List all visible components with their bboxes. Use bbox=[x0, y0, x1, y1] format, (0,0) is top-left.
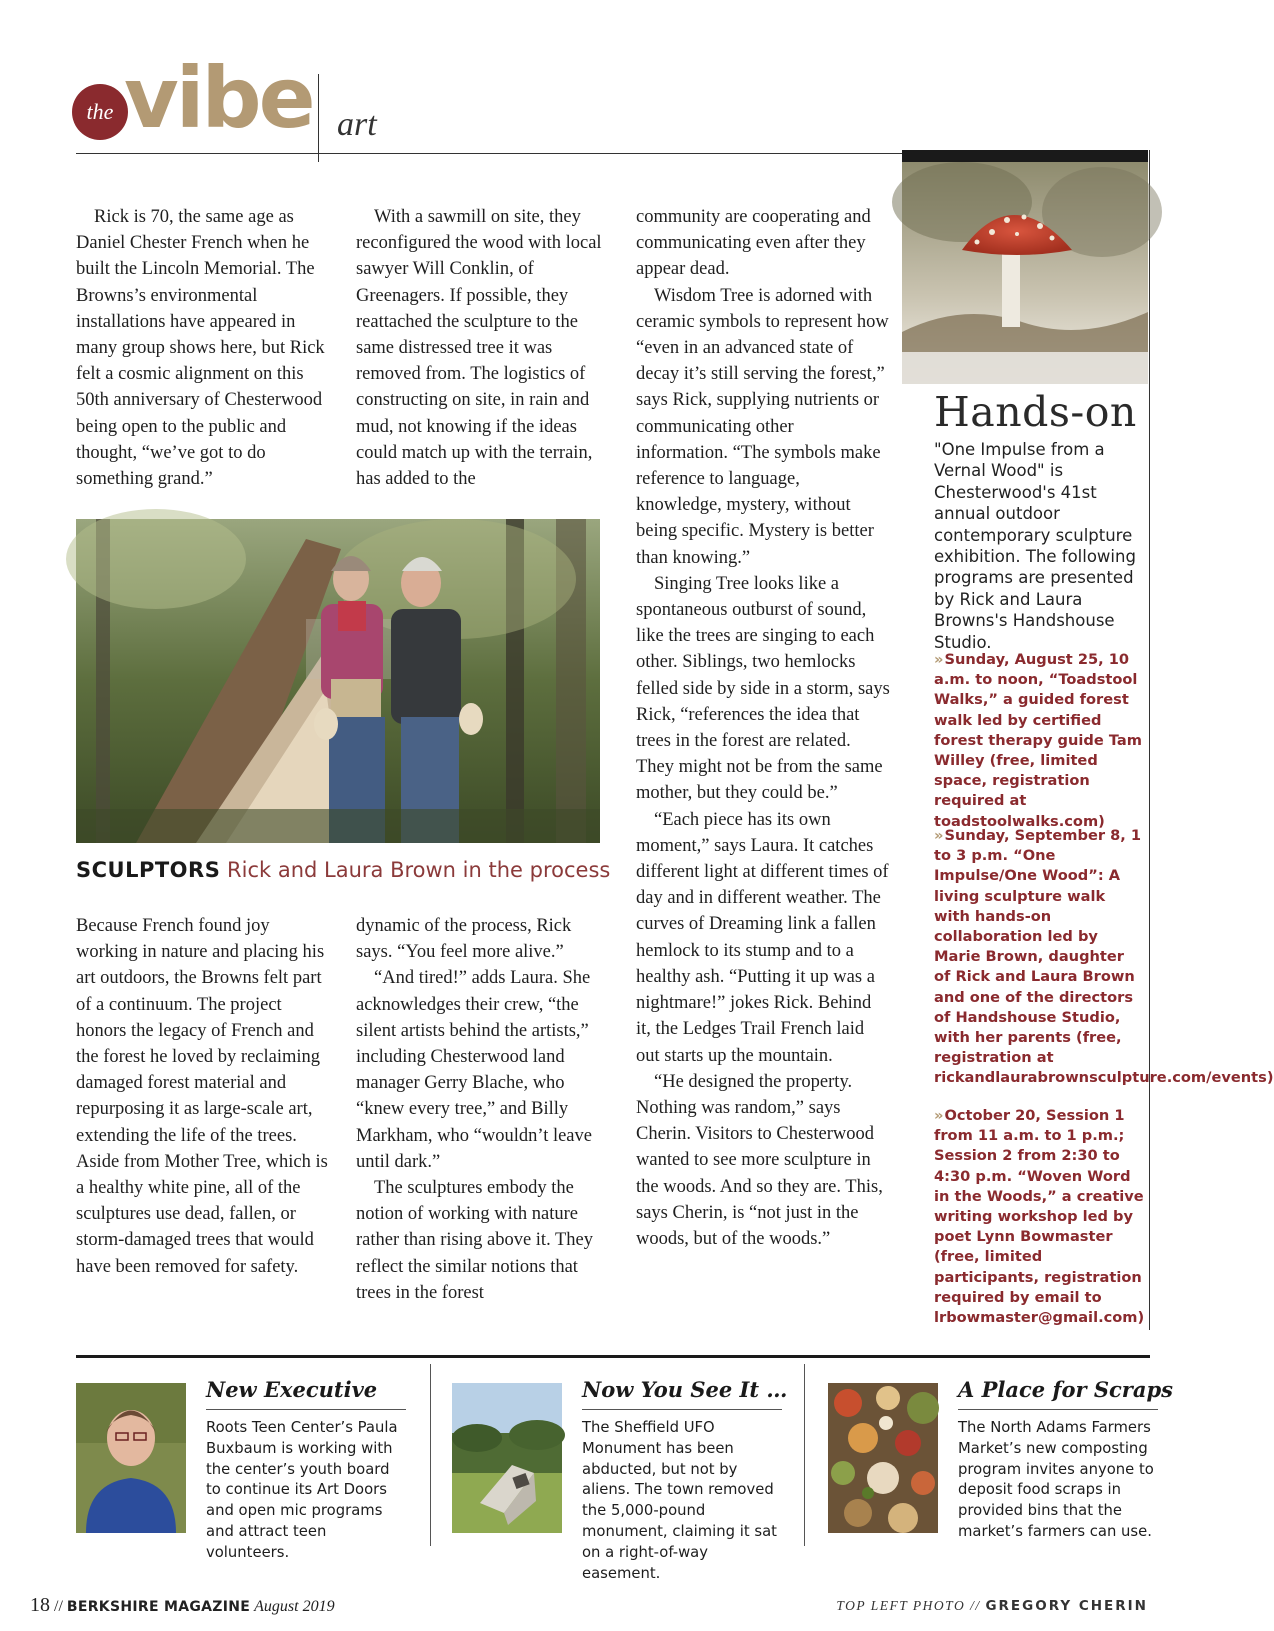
header-divider bbox=[318, 74, 319, 162]
brief-photo-monument bbox=[452, 1383, 562, 1533]
chevron-icon: » bbox=[934, 827, 942, 844]
article-column-1-bottom bbox=[76, 913, 330, 1280]
paragraph: Because French found joy working in nature and placing his art outdoors, the Browns felt part of a continuum. The project honors the legacy of French and the forest he loved by reclaiming damaged forest material and repurposing it as large-scale art, extending the life of the trees. Aside from Mother Tree, which is a healthy white pine, all of the sculptures use dead, fallen, or storm-damaged trees that would have been removed for safety. bbox=[76, 916, 328, 1277]
brief-title: Now You See It … bbox=[582, 1377, 788, 1402]
portrait-illustration bbox=[76, 1383, 186, 1533]
the-badge: the bbox=[72, 84, 128, 140]
brief-divider bbox=[804, 1364, 805, 1546]
caption-text: Rick and Laura Brown in the process bbox=[227, 858, 611, 882]
chevron-icon: » bbox=[934, 1107, 942, 1124]
event-text: Sunday, September 8, 1 to 3 p.m. “One Impulse/One Wood”: A living sculpture walk with hands-on collaboration led by Marie Brown, daughter of Rick and Laura Brown and one of the directors of Handshouse Studio, with her parents (free, registration at rickandlaurabrownsculpture.com/events) bbox=[934, 827, 1274, 1087]
article-column-2-bottom bbox=[356, 913, 610, 1306]
page-number: 18 bbox=[30, 1594, 50, 1616]
sidebar-intro: "One Impulse from a Vernal Wood" is Chesterwood's 41st annual outdoor contemporary sculpture exhibition. The following programs are presented by Rick and Laura Browns's Handshouse Studio. bbox=[934, 440, 1136, 652]
article-column-2-top bbox=[356, 204, 610, 492]
issue-date: August 2019 bbox=[254, 1598, 335, 1615]
mushroom-photo bbox=[902, 162, 1148, 384]
paragraph: The sculptures embody the notion of working with nature rather than rising above it. They reflect the similar notions that trees in the forest bbox=[356, 1178, 594, 1303]
sidebar-border bbox=[1149, 150, 1150, 1330]
paragraph: dynamic of the process, Rick says. “You feel more alive.” bbox=[356, 916, 572, 963]
masthead-logo bbox=[72, 49, 320, 156]
paragraph: “And tired!” adds Laura. She acknowledges their crew, “the silent artists behind the artists,” including Chesterwood land manager Gerry Blache, who “knew every tree,” and Billy Markham, who “wouldn’t leave until dark.” bbox=[356, 968, 592, 1172]
paragraph: community are cooperating and communicating even after they appear dead. bbox=[636, 207, 871, 280]
header-rule bbox=[76, 153, 902, 154]
logo-word: vibe bbox=[124, 49, 313, 147]
photo-caption bbox=[76, 858, 636, 882]
brief-title-rule bbox=[958, 1409, 1158, 1410]
sidebar-title: Hands-on bbox=[934, 388, 1137, 436]
photo-credit-label: TOP LEFT PHOTO // bbox=[836, 1598, 981, 1613]
brief-title: New Executive bbox=[206, 1377, 378, 1402]
sculptors-photo bbox=[76, 519, 600, 843]
brief-title: A Place for Scraps bbox=[958, 1377, 1173, 1402]
caption-kicker: SCULPTORS bbox=[76, 858, 221, 882]
brief-text: Roots Teen Center’s Paula Buxbaum is working with the center’s youth board to continue its Art Doors and open mic programs and attract teen volunteers. bbox=[206, 1419, 398, 1561]
footer-separator: // bbox=[54, 1598, 63, 1615]
paragraph: Singing Tree looks like a spontaneous outburst of sound, like the trees are singing to each other. Siblings, two hemlocks felled side by side in a storm, says Rick, “references the idea that trees in the forest are related. They might not be from the same mother, but they could be.” bbox=[636, 573, 890, 804]
brief-title-rule bbox=[206, 1409, 406, 1410]
magazine-name: BERKSHIRE MAGAZINE bbox=[66, 1599, 251, 1615]
brief-photo-scraps bbox=[828, 1383, 938, 1533]
event-listing bbox=[934, 826, 1274, 1089]
section-label: art bbox=[337, 106, 377, 143]
event-listing bbox=[934, 650, 1144, 832]
paragraph: “Each piece has its own moment,” says Laura. It catches different light at different times of day and in different weather. The curves of Dreaming link a fallen hemlock to its stump and to a healthy ash. “Putting it up was a nightmare!” jokes Rick. Behind it, the Ledges Trail French laid out starts up the mountain. bbox=[636, 809, 889, 1066]
event-text: Sunday, August 25, 10 a.m. to noon, “Toadstool Walks,” a guided forest walk led by certified forest therapy guide Tam Willey (free, limited space, registration required at toadstoolwalks.com) bbox=[934, 651, 1142, 830]
brief-divider bbox=[430, 1364, 431, 1546]
article-column-1-top bbox=[76, 204, 330, 492]
photo-credit bbox=[836, 1598, 1148, 1614]
paragraph: “He designed the property. Nothing was random,” says Cherin. Visitors to Chesterwood wanted to see more sculpture in the woods. And so they are. This, says Cherin, is “not just in the woods, but of the woods.” bbox=[636, 1071, 883, 1249]
mushroom-illustration bbox=[902, 162, 1148, 384]
article-column-3 bbox=[636, 204, 890, 1252]
paragraph: Rick is 70, the same age as Daniel Chester French when he built the Lincoln Memorial. The Browns’s environmental installations have appeared in many group shows here, but Rick felt a cosmic alignment on this 50th anniversary of Chesterwood being open to the public and thought, “we’ve got to do something grand.” bbox=[76, 207, 325, 490]
footer-folio bbox=[30, 1594, 335, 1617]
paragraph: Wisdom Tree is adorned with ceramic symbols to represent how “even in an advanced state of decay it’s still serving the forest,” says Rick, supplying nutrients or communicating other information. “The symbols make reference to language, knowledge, mystery, without being specific. Mystery is better than knowing.” bbox=[636, 285, 889, 568]
brief-photo-portrait bbox=[76, 1383, 186, 1533]
food-scraps-illustration bbox=[828, 1383, 938, 1533]
paragraph: With a sawmill on site, they reconfigured the wood with local sawyer Will Conklin, of Greenagers. If possible, they reattached the sculpture to the same distressed tree it was removed from. The logistics of constructing on site, in rain and mud, not knowing if the ideas could match up with the terrain, has added to the bbox=[356, 207, 602, 490]
brief-text: The Sheffield UFO Monument has been abducted, but not by aliens. The town removed the 5,000-pound monument, claiming it sat on a right-of-way easement. bbox=[582, 1419, 777, 1582]
monument-illustration bbox=[452, 1383, 562, 1533]
brief-text: The North Adams Farmers Market’s new composting program invites anyone to deposit food scraps in provided bins that the market’s farmers can use. bbox=[958, 1419, 1154, 1540]
sidebar-top-bar bbox=[902, 150, 1148, 162]
bottom-rule bbox=[76, 1355, 1150, 1358]
event-listing bbox=[934, 1106, 1144, 1328]
chevron-icon: » bbox=[934, 651, 942, 668]
brief-title-rule bbox=[582, 1409, 782, 1410]
photo-credit-name: GREGORY CHERIN bbox=[985, 1598, 1148, 1614]
event-text: October 20, Session 1 from 11 a.m. to 1 p.m.; Session 2 from 2:30 to 4:30 p.m. “Woven Word in the Woods,” a creative writing workshop led by poet Lynn Bowmaster (free, limited participants, registration required by email to lrbowmaster@gmail.com) bbox=[934, 1107, 1145, 1327]
sculptors-photo-illustration bbox=[76, 519, 600, 843]
